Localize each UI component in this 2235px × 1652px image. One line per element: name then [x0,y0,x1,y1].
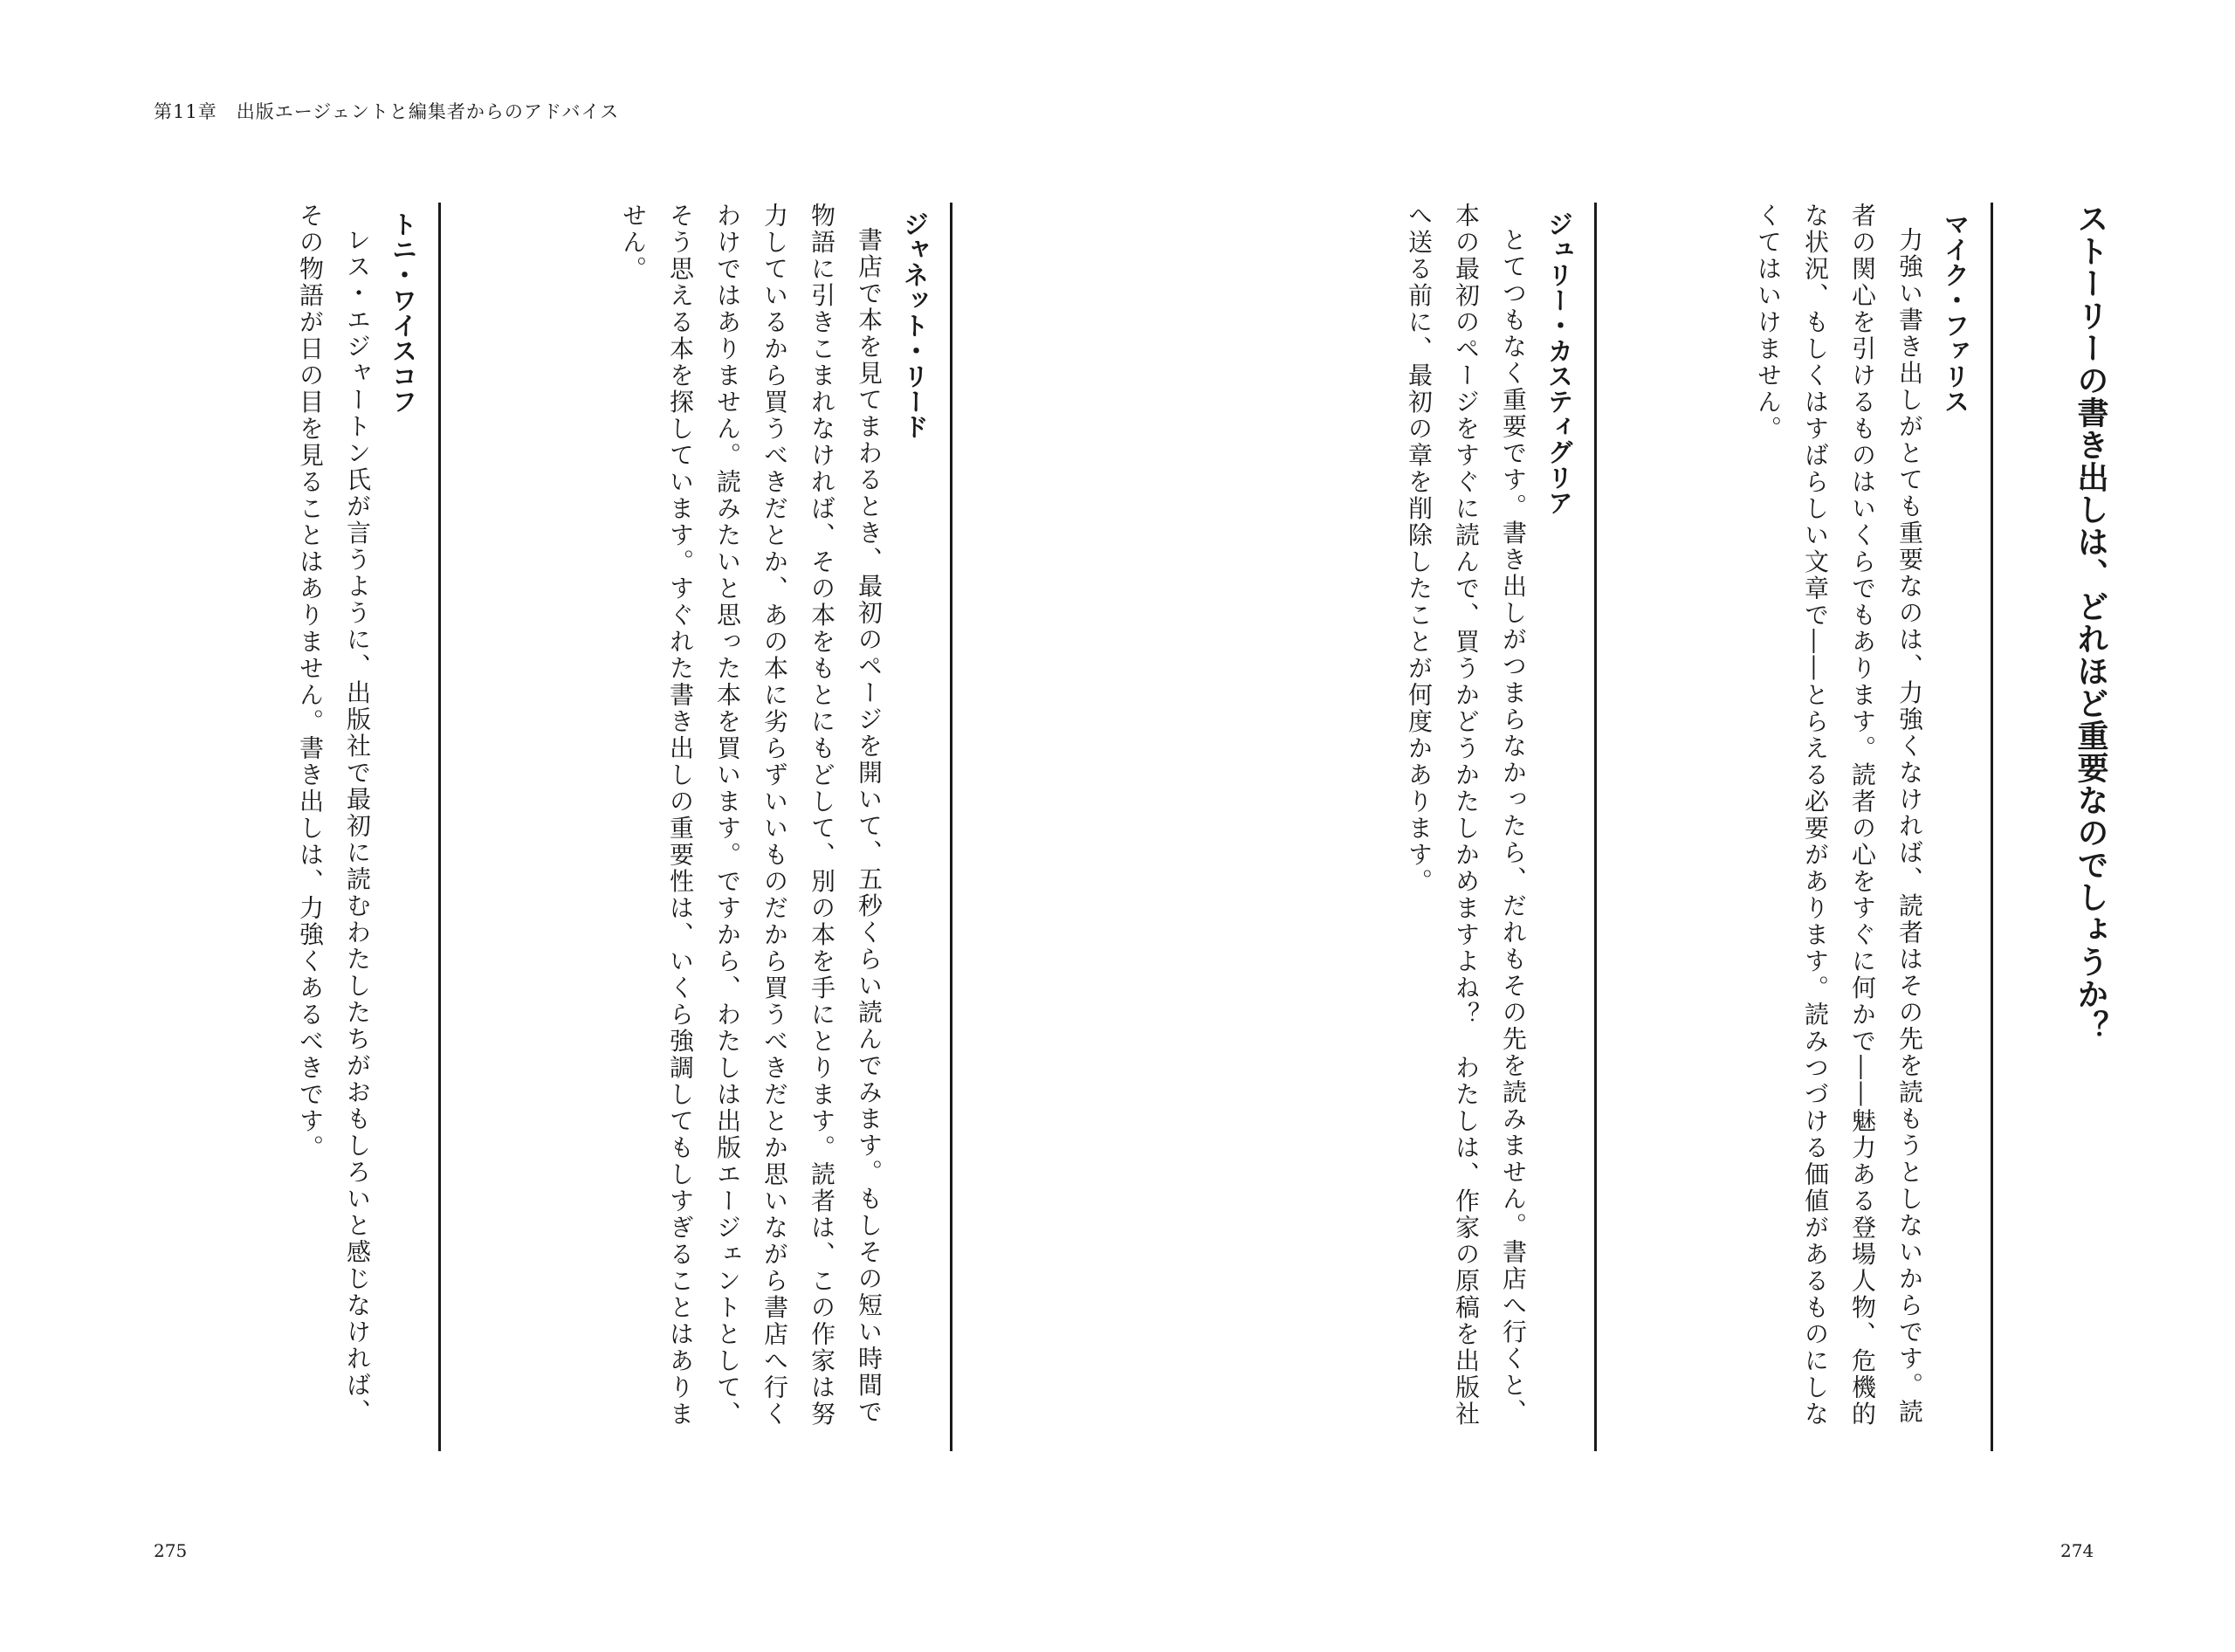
section-toni-weisskopf [244,203,441,1451]
page-number-left: 275 [154,1540,188,1561]
section-text: 書店で本を見てまわるとき、最初のページを開いて、五秒くらい読んでみます。もしその短い時間で物語に引きこまれなければ、その本をもとにもどして、別の本を手にとります。読者は、この作家は努力しているから買うべきだとか、あの本に劣らずいいものだから買うべきだとか思いながら書店へ行くわけではありません。読みたいと思った本を買います。ですから、わたしは出版エージェントとして、そう思える本を探しています。すぐれた書き出しの重要性は、いくら強調してもしすぎることはありません。 [619,203,884,1428]
section-janet-reid [547,203,952,1451]
section-julie-castiglia [1341,203,1597,1451]
section-text: とてつもなく重要です。書き出しがつまらなかったら、だれもその先を読みません。書店へ行くと、本の最初のページをすぐに読んで、買うかどうかたしかめますよね？ わたしは、作家の原稿を出版社へ送る前に、最初の章を削除したことが何度かあります。 [1405,203,1528,1428]
section-text: レス・エジャートン氏が言うように、出版社で最初に読むわたしたちがおもしろいと感じなければ、その物語が日の目を見ることはありません。書き出しは、力強くあるべきです。 [296,203,372,1426]
speaker-name: マイク・ファリス [1941,211,1970,414]
page-number-right: 274 [2060,1540,2094,1561]
speaker-name: ジャネット・リード [900,211,930,439]
speaker-name: トニ・ワイスコフ [389,211,418,414]
running-head: 第11章 出版エージェントと編集者からのアドバイス [154,101,620,122]
chapter-title: ストーリーの書き出しは、どれほど重要なのでしょうか？ [2073,203,2108,1043]
speaker-name: ジュリー・カスティグリア [1544,211,1574,515]
section-text: 力強い書き出しがとても重要なのは、力強くなければ、読者はその先を読もうとしないからです。読者の関心を引けるものはいくらでもあります。読者の心をすぐに何かで――魅力ある登場人物、危機的な状況、もしくはすばらしい文章で――とらえる必要があります。読みつづける価値があるものにしなくてはいけません。 [1754,203,1924,1428]
section-mike-faris [1702,203,1993,1451]
